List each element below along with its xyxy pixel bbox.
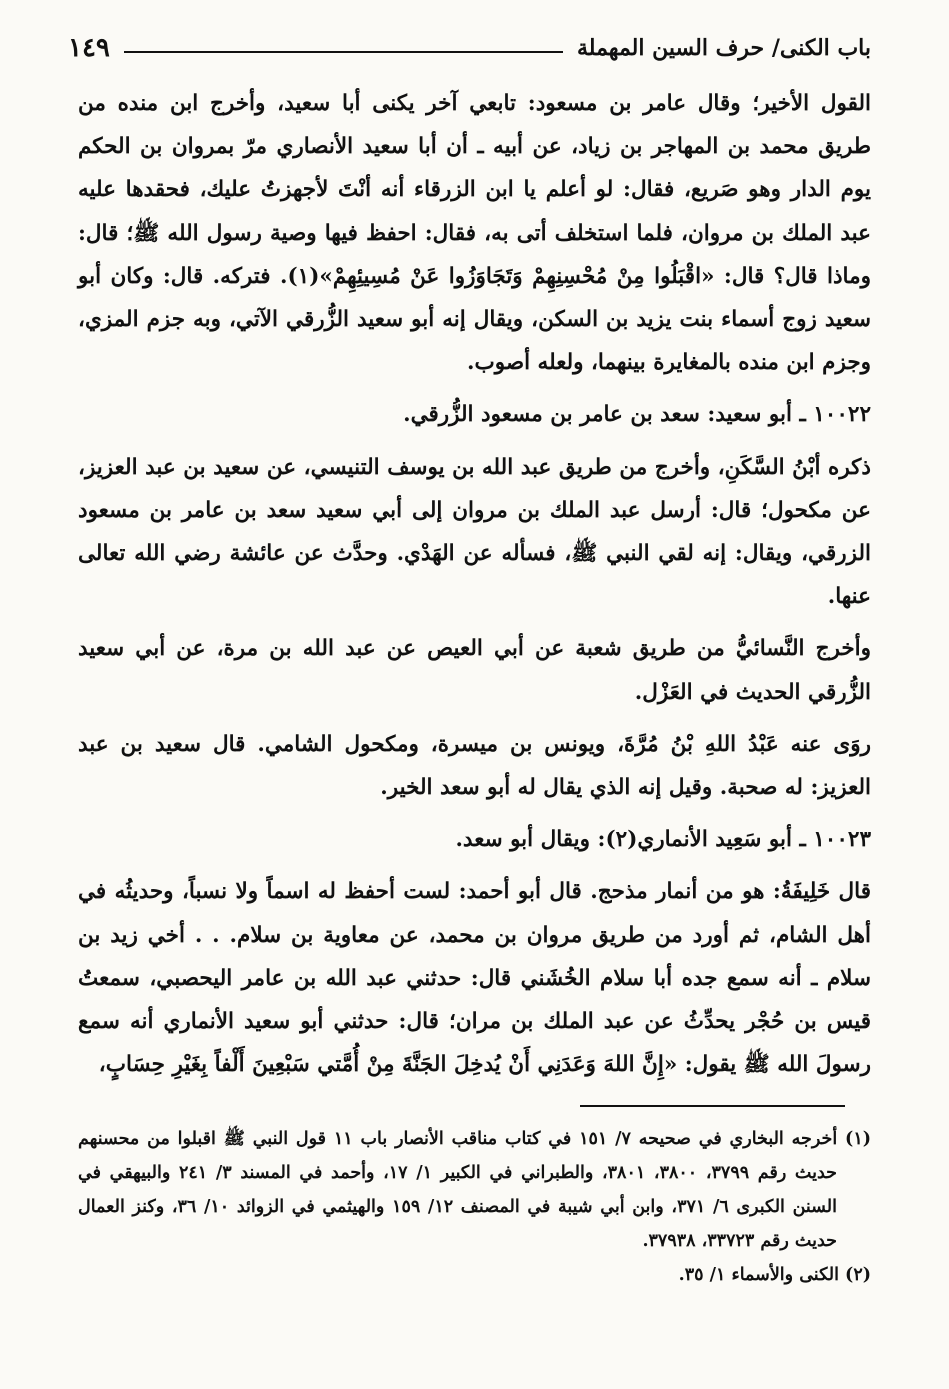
footnotes [78, 1122, 871, 1292]
footnote [78, 1258, 871, 1292]
paragraph: وأخرج النَّسائيُّ من طريق شعبة عن أبي العيص عن عبد الله بن مرة، عن أبي سعيد الزُّرقي الحديث في العَزْل. [78, 636, 871, 705]
footnote [78, 1122, 871, 1258]
footnote-label: (٢) [845, 1265, 871, 1285]
paragraph: ذكره أبْنُ السَّكَنِ، وأخرج من طريق عبد الله بن يوسف التنيسي، عن سعيد بن عبد العزيز، عن مكحول؛ قال: أرسل عبد الملك بن مروان إلى أبي سعيد سعد بن عامر بن مسعود الزرقي، ويقال: إنه لقي النبي ﷺ، فسأله عن الهَدْي. وحدَّث عن عائشة رضي الله تعالى عنها. [78, 454, 871, 610]
paragraph: قال خَلِيفَةُ: هو من أنمار مذحج. قال أبو أحمد: لست أحفظ له اسماً ولا نسباً، وحديثُه في أهل الشام، ثم أورد من طريق مروان بن محمد، عن معاوية بن سلام. . . أخي زيد بن سلام ـ أنه سمع جده أبا سلام الخُشَني قال: حدثني عبد الله بن عامر اليحصبي، سمعتُ قيس بن حُجْر يحدِّثُ عن عبد الملك بن مران؛ قال: حدثني أبو سعيد الأنماري أنه سمع رسولَ الله ﷺ يقول: «إِنَّ اللهَ وَعَدَنِي أَنْ يُدخِلَ الجَنَّةَ مِنْ أُمَّتي سَبْعِينَ أَلْفاً بِغَيْرِ حِسَابٍ، [78, 879, 871, 1078]
paragraph: القول الأخير؛ وقال عامر بن مسعود: تابعي آخر يكنى أبا سعيد، وأخرج ابن منده من طريق محمد بن المهاجر بن زياد، عن أبيه ـ أن أبا سعيد الأنصاري مرّ بمروان بن الحكم يوم الدار وهو صَريع، فقال: لو أعلم يا ابن الزرقاء أنه أنْتَ لأجهزتُ عليك، فحقدها عليه عبد الملك بن مروان، فلما استخلف أتى به، فقال: احفظ فيها وصية رسول الله ﷺ؛ قال: وماذا قال؟ قال: «اقْبَلُوا مِنْ مُحْسِنِهِمْ وَتَجَاوَزُوا عَنْ مُسِيئِهِمْ»(١). فتركه. قال: وكان أبو سعيد زوج أسماء بنت يزيد بن السكن، ويقال إنه أبو سعيد الزُّرقي الآتي، وبه جزم المزي، وجزم ابن منده بالمغايرة بينهما، ولعله أصوب. [78, 91, 871, 376]
page-header [68, 30, 871, 66]
footnote-text: الكنى والأسماء ١/ ٣٥. [678, 1265, 839, 1285]
header-rule [124, 51, 563, 53]
main-text [78, 82, 871, 1086]
running-title: باب الكنى/ حرف السين المهملة [577, 35, 871, 61]
paragraph: روَى عنه عَبْدُ اللهِ بْنُ مُرَّةَ، ويونس بن ميسرة، ومكحول الشامي. قال سعيد بن عبد العزيز: له صحبة. وقيل إنه الذي يقال له أبو سعد الخير. [78, 731, 871, 801]
entry-heading: ١٠٠٢٢ ـ أبو سعيد: سعد بن عامر بن مسعود الزُّرقي. [403, 402, 871, 428]
footnote-text: أخرجه البخاري في صحيحه ٧/ ١٥١ في كتاب مناقب الأنصار باب ١١ قول النبي ﷺ اقبلوا من محسنهم حديث رقم ٣٧٩٩، ٣٨٠٠، ٣٨٠١، والطبراني في الكبير ١/ ١٧، وأحمد في المسند ٣/ ٢٤١ والبيهقي في السنن الكبرى ٦/ ٣٧١، وابن أبي شيبة في المصنف ١٢/ ١٥٩ والهيثمي في الزوائد ١٠/ ٣٦، وكنز العمال حديث رقم ٣٣٧٢٣، ٣٧٩٣٨. [78, 1129, 838, 1251]
page-number: ١٤٩ [68, 33, 110, 63]
footnote-separator [580, 1105, 845, 1107]
footnote-label: (١) [845, 1129, 872, 1149]
entry-heading: ١٠٠٢٣ ـ أبو سَعِيد الأنماري(٢): ويقال أبو سعد. [455, 827, 871, 853]
